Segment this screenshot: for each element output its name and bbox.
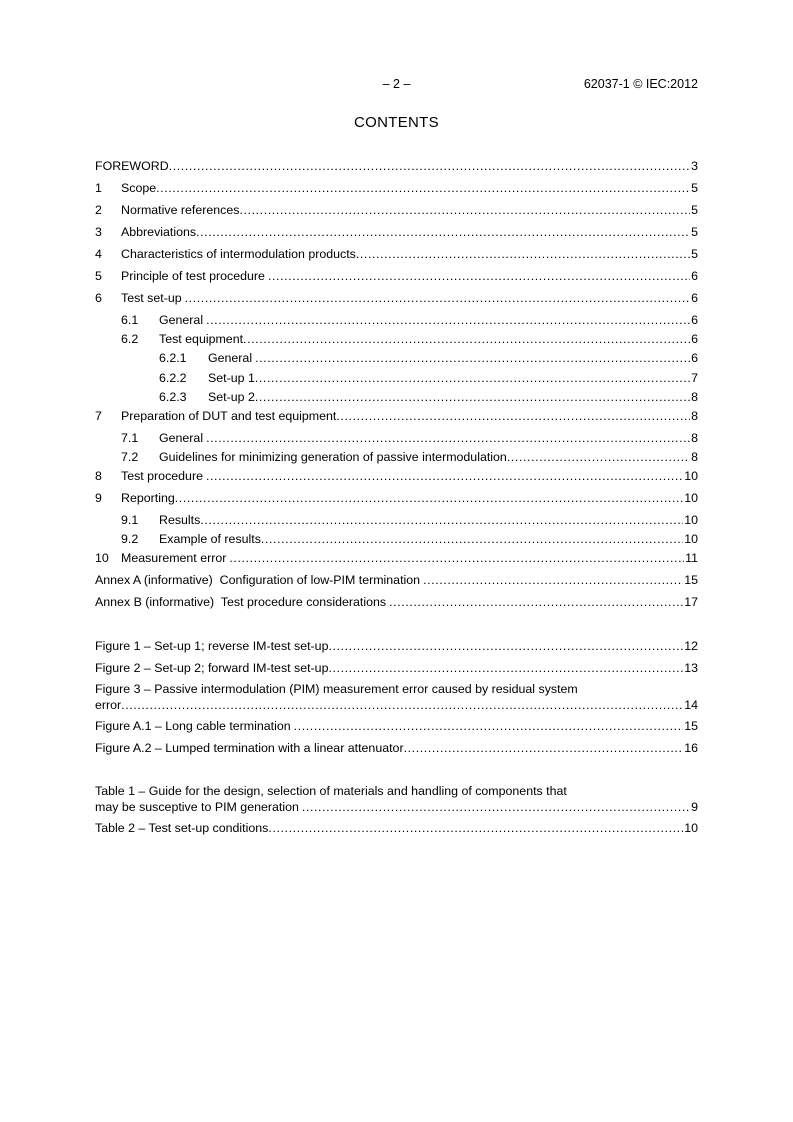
toc-entry-page: 5 <box>691 225 698 239</box>
toc-entry-label: Set-up 2 <box>208 390 255 404</box>
toc-entry-label: Measurement error <box>121 551 227 565</box>
dot-leader <box>328 638 683 654</box>
toc-entry-6-2[interactable] <box>95 331 698 347</box>
table-entry-page: 9 <box>691 799 698 814</box>
toc-entry-page: 10 <box>684 469 698 483</box>
toc-entry-1[interactable] <box>95 180 698 196</box>
dot-leader <box>200 512 683 528</box>
toc-entry-page: 5 <box>691 181 698 195</box>
toc-entry-page: 6 <box>691 313 698 327</box>
toc-entry-label: Reporting <box>121 491 175 505</box>
toc-entry-page: 5 <box>691 203 698 217</box>
figure-entry-page: 12 <box>684 639 698 653</box>
figure-entry-2[interactable] <box>95 660 698 676</box>
toc-entry-label: Preparation of DUT and test equipment <box>121 409 337 423</box>
toc-entry-page: 11 <box>685 551 698 565</box>
toc-entry-page: 8 <box>691 409 698 423</box>
toc-entry-label: Annex B (informative) Test procedure considerations <box>95 595 387 609</box>
dot-leader <box>261 531 683 547</box>
figure-entry-a2[interactable] <box>95 740 698 756</box>
table-entry-label: Table 1 – Guide for the design, selection of materials and handling of components that <box>95 784 567 798</box>
toc-entry-6-2-2[interactable] <box>95 370 698 386</box>
dot-leader <box>404 740 684 756</box>
dot-leader <box>121 697 683 713</box>
dot-leader <box>169 158 690 174</box>
figure-entry-label: Figure 2 – Set-up 2; forward IM-test set-up <box>95 661 329 675</box>
dot-leader <box>206 312 690 328</box>
table-entry-label: Table 2 – Test set-up conditions <box>95 821 269 835</box>
toc-entry-page: 15 <box>684 573 698 587</box>
page-number: – 2 – <box>382 77 411 91</box>
dot-leader <box>243 331 690 347</box>
toc-entry-7-1[interactable] <box>95 430 698 446</box>
dot-leader <box>328 660 683 676</box>
toc-entry-7[interactable] <box>95 408 698 424</box>
dot-leader <box>294 718 684 734</box>
toc-entry-9[interactable] <box>95 490 698 506</box>
figure-entry-page: 16 <box>684 741 698 755</box>
document-id: 62037-1 © IEC:2012 <box>583 77 698 91</box>
toc-entry-page: 7 <box>691 371 698 385</box>
toc-entry-label: Annex A (informative) Configuration of low-PIM termination <box>95 573 421 587</box>
toc-entry-label: Abbreviations <box>121 225 197 239</box>
figure-entry-page: 15 <box>684 719 698 733</box>
toc-entry-3[interactable] <box>95 224 698 240</box>
toc-entry-page: 10 <box>684 513 698 527</box>
dot-leader <box>175 490 683 506</box>
toc-entry-number: 6.2 <box>121 332 139 346</box>
toc-entry-10[interactable] <box>95 550 698 566</box>
toc-entry-6[interactable] <box>95 290 698 306</box>
toc-entry-2[interactable] <box>95 202 698 218</box>
dot-leader <box>206 468 683 484</box>
toc-entry-number: 1 <box>95 181 102 195</box>
figure-entry-page: 13 <box>684 661 698 675</box>
toc-entry-number: 6 <box>95 291 102 305</box>
toc-entry-page: 8 <box>691 431 698 445</box>
toc-entry-page: 6 <box>691 291 698 305</box>
toc-entry-number: 2 <box>95 203 102 217</box>
dot-leader <box>356 246 690 262</box>
toc-entry-number: 9.1 <box>121 513 139 527</box>
dot-leader <box>389 594 683 610</box>
figure-entry-page: 14 <box>684 697 698 712</box>
toc-entry-number: 10 <box>95 551 109 565</box>
page-title: CONTENTS <box>354 114 439 131</box>
table-entry-1[interactable] <box>95 784 698 815</box>
toc-entry-label: Guidelines for minimizing generation of passive intermodulation <box>159 450 507 464</box>
toc-entry-number: 9 <box>95 491 102 505</box>
toc-entry-label: General <box>159 313 204 327</box>
table-entry-page: 10 <box>684 821 698 835</box>
dot-leader <box>336 408 690 424</box>
toc-entry-annex-a[interactable] <box>95 572 698 588</box>
toc-entry-page: 6 <box>691 351 698 365</box>
toc-entry-9-1[interactable] <box>95 512 698 528</box>
dot-leader <box>229 550 684 566</box>
toc-entry-number: 7.2 <box>121 450 139 464</box>
figure-entry-label: Figure A.1 – Long cable termination <box>95 719 291 733</box>
toc-entry-label: Characteristics of intermodulation products <box>121 247 356 261</box>
toc-entry-6-1[interactable] <box>95 312 698 328</box>
table-entry-label-continued: may be susceptive to PIM generation <box>95 799 299 814</box>
toc-entry-5[interactable] <box>95 268 698 284</box>
toc-entry-6-2-3[interactable] <box>95 389 698 405</box>
toc-entry-label: General <box>159 431 204 445</box>
toc-entry-number: 7 <box>95 409 102 423</box>
dot-leader <box>185 290 690 306</box>
dot-leader <box>423 572 683 588</box>
toc-entry-number: 6.2.2 <box>159 371 187 385</box>
dot-leader <box>255 350 690 366</box>
toc-entry-page: 10 <box>684 532 698 546</box>
toc-entry-number: 8 <box>95 469 102 483</box>
toc-entry-label: Test equipment <box>159 332 244 346</box>
toc-entry-label: Example of results <box>159 532 261 546</box>
toc-entry-9-2[interactable] <box>95 531 698 547</box>
toc-entry-number: 6.2.3 <box>159 390 187 404</box>
toc-entry-page: 8 <box>691 390 698 404</box>
toc-entry-page: 6 <box>691 332 698 346</box>
dot-leader <box>302 799 690 815</box>
toc-entry-page: 17 <box>684 595 698 609</box>
dot-leader <box>255 370 690 386</box>
figure-entry-label: Figure A.2 – Lumped termination with a linear attenuator <box>95 741 404 755</box>
dot-leader <box>268 268 690 284</box>
figure-entry-3[interactable] <box>95 682 698 713</box>
toc-entry-label: Normative references <box>121 203 240 217</box>
toc-entry-label: Set-up 1 <box>208 371 255 385</box>
dot-leader <box>196 224 690 240</box>
toc-entry-8[interactable] <box>95 468 698 484</box>
dot-leader <box>206 430 690 446</box>
figure-entry-label: Figure 1 – Set-up 1; reverse IM-test set-up <box>95 639 329 653</box>
toc-entry-label: Scope <box>121 181 157 195</box>
toc-entry-page: 8 <box>691 450 698 464</box>
toc-entry-number: 7.1 <box>121 431 139 445</box>
toc-entry-4[interactable] <box>95 246 698 262</box>
figure-entry-1[interactable] <box>95 638 698 654</box>
figure-entry-label-continued: error <box>95 697 122 712</box>
toc-entry-number: 3 <box>95 225 102 239</box>
toc-entry-6-2-1[interactable] <box>95 350 698 366</box>
toc-entry-foreword[interactable] <box>95 158 698 174</box>
dot-leader <box>255 389 690 405</box>
toc-entry-page: 5 <box>691 247 698 261</box>
figure-entry-a1[interactable] <box>95 718 698 734</box>
toc-entry-label: Results <box>159 513 201 527</box>
toc-entry-number: 5 <box>95 269 102 283</box>
dot-leader <box>239 202 690 218</box>
toc-entry-label: Principle of test procedure <box>121 269 265 283</box>
toc-entry-page: 6 <box>691 269 698 283</box>
toc-entry-number: 6.1 <box>121 313 139 327</box>
table-entry-2[interactable] <box>95 820 698 836</box>
dot-leader <box>507 449 690 465</box>
toc-entry-label: General <box>208 351 253 365</box>
dot-leader <box>156 180 690 196</box>
figure-entry-label: Figure 3 – Passive intermodulation (PIM) measurement error caused by residual system <box>95 682 578 696</box>
toc-entry-number: 9.2 <box>121 532 139 546</box>
dot-leader <box>268 820 683 836</box>
toc-entry-label: Test set-up <box>121 291 182 305</box>
toc-entry-label: FOREWORD <box>95 159 169 173</box>
toc-entry-number: 6.2.1 <box>159 351 187 365</box>
toc-entry-page: 10 <box>684 491 698 505</box>
toc-entry-number: 4 <box>95 247 102 261</box>
toc-entry-annex-b[interactable] <box>95 594 698 610</box>
toc-entry-7-2[interactable] <box>95 449 698 465</box>
toc-entry-page: 3 <box>691 159 698 173</box>
toc-entry-label: Test procedure <box>121 469 203 483</box>
